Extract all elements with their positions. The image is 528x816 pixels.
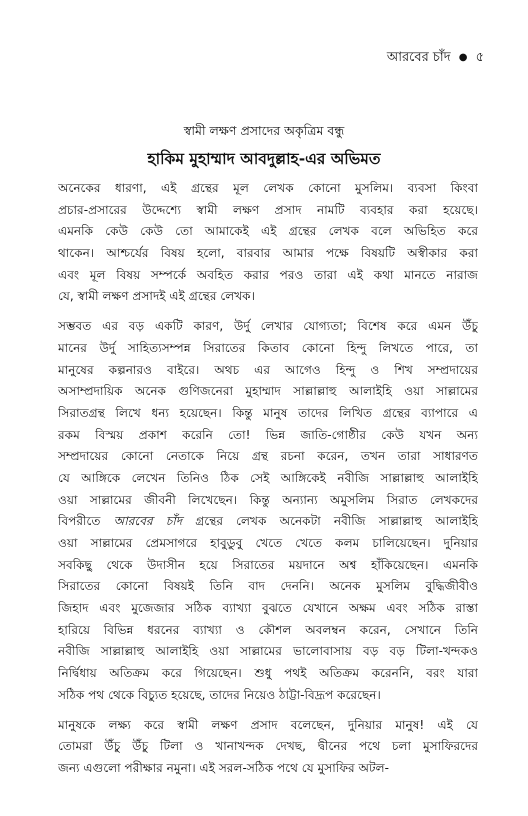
text-line: তোমরা উঁচু উঁচু টিলা ও খানাখন্দক দেখছ, দ্বীনের পথে চলা মুসাফিরদের	[58, 739, 478, 754]
running-header-title: আরবের চাঁদ	[386, 50, 451, 65]
page-number: ৫	[475, 50, 484, 65]
article-body	[58, 178, 478, 788]
text-line: প্রচার-প্রসারের উদ্দেশ্যে স্বামী লক্ষণ প্রসাদ নামটি ব্যবহার করা হয়েছে।	[58, 202, 478, 217]
text-line: হারিয়ে বিভিন্ন ধরনের ব্যাখ্যা ও কৌশল অবলম্বন করেন, সেখানে তিনি	[58, 622, 478, 637]
running-header	[387, 48, 484, 69]
text-line: সম্প্রদায়ের কোনো নেতাকে নিয়ে গ্রন্থ রচনা করেন, তখন তারা সাধারণত	[58, 449, 478, 464]
text-line: মানুষের কল্পনারও বাইরে। অথচ এর আগেও হিন্দু ও শিখ সম্প্রদায়ের	[58, 362, 478, 377]
paragraph	[58, 316, 478, 706]
text-line: সিরাতগ্রন্থ লিখে ধন্য হয়েছেন। কিন্তু মানুষ তাদের লিখিত গ্রন্থের ব্যাপারে এ	[58, 405, 478, 420]
text-line: যে আঙ্গিকে লেখেন তিনিও ঠিক সেই আঙ্গিকেই নবীজি সাল্লাল্লাহু আলাইহি	[58, 470, 478, 485]
text-line: থাকেন। আশ্চর্যের বিষয় হলো, বারবার আমার পক্ষে বিষয়টি অস্বীকার করা	[58, 246, 478, 261]
text-line: জিহাদ এবং মুজেজার সঠিক ব্যাখ্যা বুঝতে যেখানে অক্ষম এবং সঠিক রাস্তা	[58, 601, 478, 616]
text-line: অনেকের ধারণা, এই গ্রন্থের মূল লেখক কোনো মুসলিম। ব্যবসা কিংবা	[58, 181, 478, 195]
text-line: সঠিক পথ থেকে বিচ্যুত হয়েছে, তাদের নিয়েও ঠাট্টা-বিদ্রূপ করেছেন।	[58, 687, 381, 702]
text-line: জন্য এগুলো পরীক্ষার নমুনা। এই সরল-সঠিক পথে যে মুসাফির অটল-	[58, 760, 389, 775]
text-line: নির্দ্বিধায় অতিক্রম করে গিয়েছেন। শুধু পথই অতিক্রম করেননি, বরং যারা	[58, 666, 478, 681]
text-line: রকম বিস্ময় প্রকাশ করেনি তো! ভিন্ন জাতি-গোষ্ঠীর কেউ যখন অন্য	[58, 427, 478, 442]
bullet-separator-icon: ●	[458, 52, 468, 63]
article-title: হাকিম মুহাম্মাদ আবদুল্লাহ-এর অভিমত	[147, 150, 381, 168]
text-line: মানের উর্দু সাহিত্যসম্পন্ন সিরাতের কিতাব কোনো হিন্দু লিখতে পারে, তা	[58, 340, 478, 355]
article-subtitle: স্বামী লক্ষণ প্রসাদের অকৃত্রিম বন্ধু	[183, 123, 345, 138]
text-line: এবং মূল বিষয় সম্পর্কে অবহিত করার পরও তারা এই কথা মানতে নারাজ	[58, 267, 478, 282]
text-line: মানুষকে লক্ষ্য করে স্বামী লক্ষণ প্রসাদ বলেছেন, দুনিয়ার মানুষ! এই যে	[58, 717, 478, 732]
text-line: ওয়া সাল্লামের জীবনী লিখেছেন। কিন্তু অন্যান্য অমুসলিম সিরাত লেখকদের	[58, 492, 478, 507]
text-line: সম্ভবত এর বড় একটি কারণ, উর্দু লেখার যোগ্যতা; বিশেষ করে এমন উঁচু	[58, 319, 478, 334]
text-line: এমনকি কেউ কেউ তো আমাকেই এই গ্রন্থের লেখক বলে অভিহিত করে	[58, 224, 478, 239]
book-title-inline: আরবের চাঁদ	[113, 514, 183, 529]
paragraph	[58, 715, 478, 780]
text-line: বিপরীতে আরবের চাঁদ গ্রন্থের লেখক অনেকটা নবীজি সাল্লাল্লাহু আলাইহি	[58, 514, 478, 529]
paragraph	[58, 178, 478, 308]
text-line: নবীজি সাল্লাল্লাহু আলাইহি ওয়া সাল্লামের ভালোবাসায় বড় বড় টিলা-খন্দকও	[58, 644, 478, 659]
text-line: অসাম্প্রদায়িক অনেক গুণিজনেরা মুহাম্মাদ সাল্লাল্লাহু আলাইহি ওয়া সাল্লামের	[58, 384, 478, 399]
text-line: ওয়া সাল্লামের প্রেমসাগরে হাবুডুবু খেতে খেতে কলম চালিয়েছেন। দুনিয়ার	[58, 536, 478, 550]
text-line: সিরাতের কোনো বিষয়ই তিনি বাদ দেননি। অনেক মুসলিম বুদ্ধিজীবীও	[58, 579, 478, 594]
text-line: সবকিছু থেকে উদাসীন হয়ে সিরাতের ময়দানে অশ্ব হাঁকিয়েছেন। এমনকি	[58, 557, 478, 572]
text-line: যে, স্বামী লক্ষণ প্রসাদই এই গ্রন্থের লেখক।	[58, 289, 255, 304]
